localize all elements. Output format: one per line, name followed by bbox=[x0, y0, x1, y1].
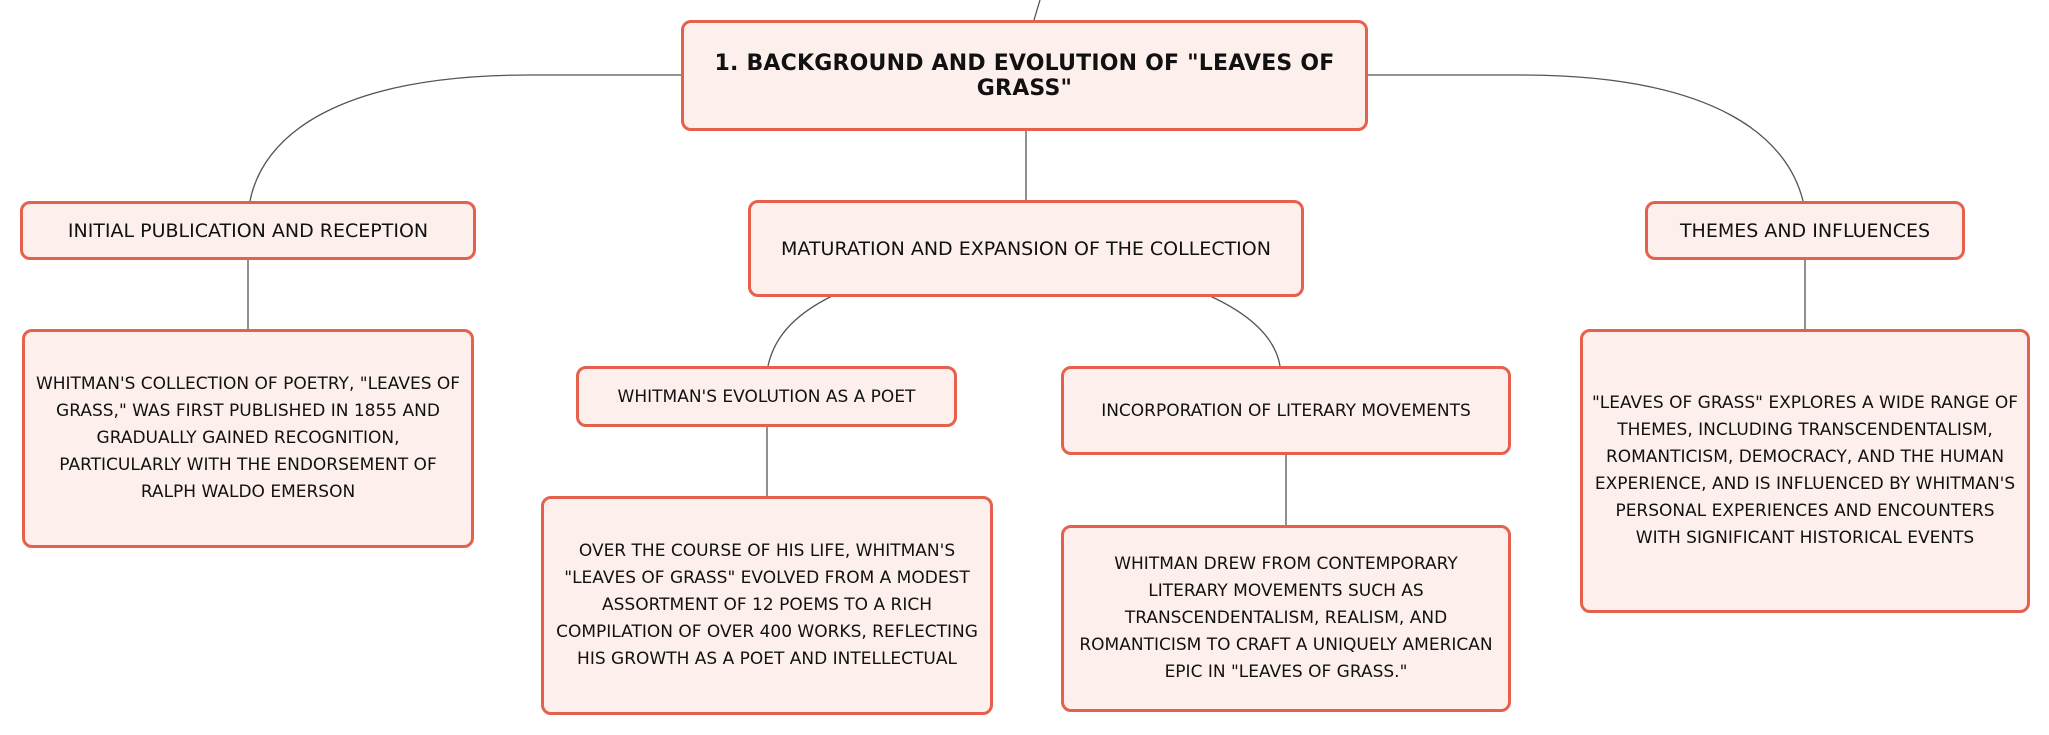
detail-literary-movements[interactable] bbox=[1061, 525, 1511, 712]
detail-themes-influences-text: "LEAVES OF GRASS" EXPLORES A WIDE RANGE OF THEMES, INCLUDING TRANSCENDENTALISM, ROMANTICISM, DEMOCRACY, AND THE HUMAN EXPERIENCE, AND IS INFLUENCED BY WHITMAN'S PERSONAL EXPERIENCES AND ENCOUNTERS WITH SIGNIFICANT HISTORICAL EVENTS bbox=[1591, 393, 2019, 548]
connector-root-incoming bbox=[1034, 0, 1040, 20]
topic-themes-influences-label: THEMES AND INFLUENCES bbox=[1679, 219, 1931, 242]
connector-root-to-initial bbox=[250, 75, 681, 201]
topic-initial-publication-label: INITIAL PUBLICATION AND RECEPTION bbox=[67, 219, 429, 242]
detail-evolution-as-poet[interactable] bbox=[541, 496, 993, 715]
connector-maturation-to-evolution bbox=[768, 296, 832, 366]
subtopic-evolution-as-poet[interactable] bbox=[576, 366, 957, 427]
root-topic-label: 1. BACKGROUND AND EVOLUTION OF "LEAVES OF GRASS" bbox=[714, 50, 1335, 101]
connector-root-to-themes bbox=[1368, 75, 1803, 201]
connector-maturation-to-movements bbox=[1210, 296, 1280, 366]
topic-maturation-label: MATURATION AND EXPANSION OF THE COLLECTION bbox=[781, 237, 1271, 260]
subtopic-literary-movements[interactable] bbox=[1061, 366, 1511, 455]
detail-initial-publication[interactable] bbox=[22, 329, 474, 548]
detail-themes-influences[interactable] bbox=[1580, 329, 2030, 613]
root-topic[interactable] bbox=[681, 20, 1368, 131]
detail-evolution-as-poet-text: OVER THE COURSE OF HIS LIFE, WHITMAN'S "LEAVES OF GRASS" EVOLVED FROM A MODEST ASSORTMENT OF 12 POEMS TO A RICH COMPILATION OF OVER 400 WORKS, REFLECTING HIS GROWTH AS A POET AND INTELLECTUAL bbox=[556, 541, 978, 669]
topic-maturation[interactable] bbox=[748, 200, 1304, 297]
topic-themes-influences[interactable] bbox=[1645, 201, 1965, 260]
detail-literary-movements-text: WHITMAN DREW FROM CONTEMPORARY LITERARY MOVEMENTS SUCH AS TRANSCENDENTALISM, REALISM, AND ROMANTICISM TO CRAFT A UNIQUELY AMERICAN EPIC IN "LEAVES OF GRASS." bbox=[1079, 554, 1493, 682]
topic-initial-publication[interactable] bbox=[20, 201, 476, 260]
subtopic-evolution-as-poet-label: WHITMAN'S EVOLUTION AS A POET bbox=[617, 386, 916, 407]
subtopic-literary-movements-label: INCORPORATION OF LITERARY MOVEMENTS bbox=[1101, 400, 1471, 421]
detail-initial-publication-text: WHITMAN'S COLLECTION OF POETRY, "LEAVES OF GRASS," WAS FIRST PUBLISHED IN 1855 AND GRADUALLY GAINED RECOGNITION, PARTICULARLY WITH THE ENDORSEMENT OF RALPH WALDO EMERSON bbox=[35, 374, 461, 502]
